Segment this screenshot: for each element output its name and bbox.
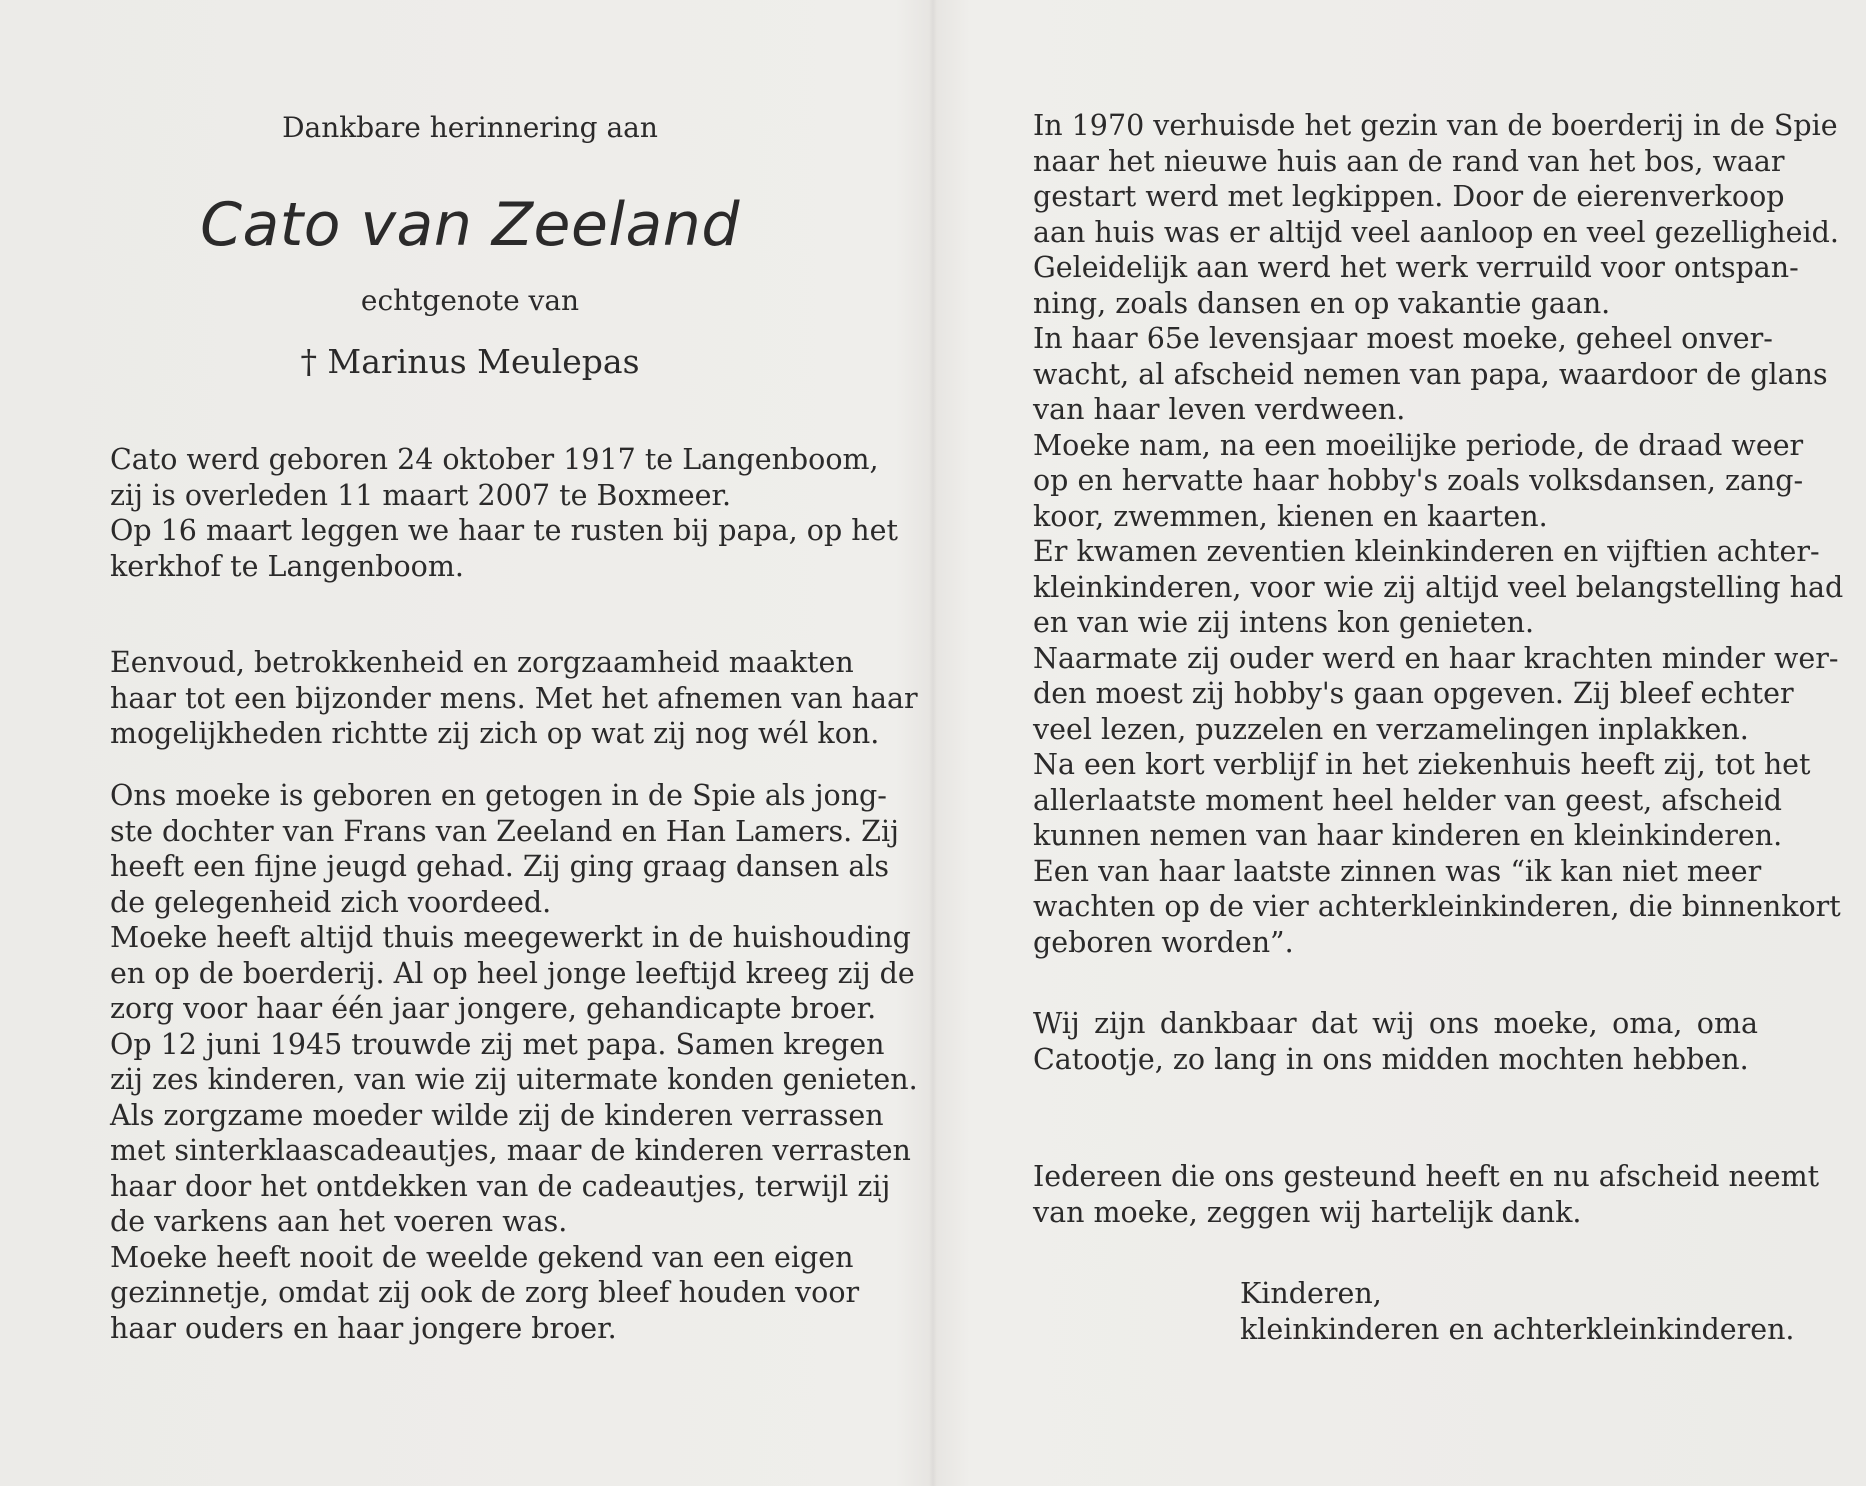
text-line: Ons moeke is geboren en getogen in de Spie als jong-	[110, 779, 887, 812]
text-line: met sinterklaascadeautjes, maar de kinderen verrasten	[110, 1134, 911, 1167]
text-line: In haar 65e levensjaar moest moeke, geheel onver-	[1033, 322, 1773, 355]
text-line: Wij zijn dankbaar dat wij ons moeke, oma, oma	[1033, 1007, 1758, 1040]
signature-line: Kinderen,	[1240, 1277, 1382, 1310]
text-line: ning, zoals dansen en op vakantie gaan.	[1033, 286, 1611, 320]
text-line: haar door het ontdekken van de cadeautjes, terwijl zij	[110, 1169, 891, 1203]
text-line: zorg voor haar één jaar jongere, gehandicapte broer.	[110, 992, 877, 1025]
paragraph-later-life	[1033, 108, 1844, 960]
signature-line: kleinkinderen en achterkleinkinderen.	[1240, 1312, 1795, 1346]
text-line: en van wie zij intens kon genieten.	[1033, 606, 1535, 639]
text-line: Moeke heeft nooit de weelde gekend van een eigen	[110, 1240, 854, 1274]
deceased-name: Cato van Zeeland	[200, 190, 740, 260]
text-line: Op 12 juni 1945 trouwde zij met papa. Samen kregen	[110, 1027, 885, 1061]
text-line: en op de boerderij. Al op heel jonge leeftijd kreeg zij de	[110, 956, 915, 990]
text-line: zij is overleden 11 maart 2007 te Boxmeer.	[110, 478, 732, 512]
text-line: ste dochter van Frans van Zeeland en Han Lamers. Zij	[110, 814, 899, 848]
paragraph-thanks	[1033, 1159, 1820, 1230]
text-line: zij zes kinderen, van wie zij uitermate konden genieten.	[110, 1063, 918, 1096]
text-line: Naarmate zij ouder werd en haar krachten minder wer-	[1033, 641, 1839, 675]
text-line: In 1970 verhuisde het gezin van de boerderij in de Spie	[1033, 109, 1838, 142]
text-line: Geleidelijk aan werd het werk verruild voor ontspan-	[1033, 251, 1799, 284]
text-line: koor, zwemmen, kienen en kaarten.	[1033, 499, 1548, 533]
text-line: wachten op de vier achterkleinkinderen, die binnenkort	[1033, 890, 1841, 923]
text-line: Er kwamen zeventien kleinkinderen en vijftien achter-	[1033, 535, 1820, 568]
text-line: Als zorgzame moeder wilde zij de kinderen verrassen	[110, 1098, 884, 1132]
text-line: de gelegenheid zich voordeed.	[110, 885, 552, 919]
intro-text: Dankbare herinnering aan	[282, 111, 658, 144]
text-line: veel lezen, puzzelen en verzamelingen inplakken.	[1033, 712, 1749, 746]
text-line: kunnen nemen van haar kinderen en kleinkinderen.	[1033, 819, 1783, 852]
text-line: mogelijkheden richtte zij zich op wat zij nog wél kon.	[110, 717, 880, 750]
text-line: gezinnetje, omdat zij ook de zorg bleef houden voor	[110, 1276, 860, 1309]
text-line: allerlaatste moment heel helder van geest, afscheid	[1033, 783, 1782, 817]
text-line: heeft een fijne jeugd gehad. Zij ging graag dansen als	[110, 850, 890, 883]
text-line: Catootje, zo lang in ons midden mochten hebben.	[1033, 1042, 1749, 1076]
text-line: kerkhof te Langenboom.	[110, 549, 464, 583]
card-fold	[929, 0, 937, 1486]
text-line: Na een kort verblijf in het ziekenhuis heeft zij, tot het	[1033, 748, 1811, 781]
text-line: geboren worden”.	[1033, 925, 1294, 959]
right-page	[1033, 0, 1844, 1486]
text-line: van moeke, zeggen wij hartelijk dank.	[1033, 1195, 1582, 1229]
paragraph-life-story	[110, 778, 918, 1346]
signature-block	[1240, 1276, 1795, 1347]
text-line: Moeke heeft altijd thuis meegewerkt in de huishouding	[110, 921, 911, 954]
text-line: Iedereen die ons gesteund heeft en nu afscheid neemt	[1033, 1160, 1820, 1193]
text-line: Een van haar laatste zinnen was “ik kan niet meer	[1033, 854, 1762, 888]
text-line: naar het nieuwe huis aan de rand van het bos, waar	[1033, 144, 1785, 178]
text-line: haar ouders en haar jongere broer.	[110, 1311, 617, 1345]
text-line: Cato werd geboren 24 oktober 1917 te Langenboom,	[110, 443, 879, 476]
text-line: aan huis was er altijd veel aanloop en veel gezelligheid.	[1033, 215, 1839, 249]
text-line: Op 16 maart leggen we haar te rusten bij papa, op het	[110, 514, 898, 547]
text-line: Moeke nam, na een moeilijke periode, de draad weer	[1033, 428, 1804, 462]
text-line: van haar leven verdween.	[1033, 393, 1406, 426]
text-line: de varkens aan het voeren was.	[110, 1205, 568, 1238]
text-line: Eenvoud, betrokkenheid en zorgzaamheid maakten	[110, 646, 854, 679]
text-line: gestart werd met legkippen. Door de eierenverkoop	[1033, 180, 1785, 213]
text-line: haar tot een bijzonder mens. Met het afnemen van haar	[110, 681, 918, 715]
relation-text: echtgenote van	[360, 284, 580, 317]
paragraph-birth-death	[110, 442, 898, 584]
text-line: wacht, al afscheid nemen van papa, waardoor de glans	[1033, 357, 1828, 391]
left-page	[110, 0, 918, 1486]
text-line: kleinkinderen, voor wie zij altijd veel belangstelling had	[1033, 570, 1844, 604]
text-line: den moest zij hobby's gaan opgeven. Zij bleef echter	[1033, 677, 1794, 710]
paragraph-character	[110, 645, 918, 752]
paragraph-gratitude	[1033, 1006, 1758, 1077]
spouse-name: † Marinus Meulepas	[300, 342, 640, 381]
text-line: op en hervatte haar hobby's zoals volksdansen, zang-	[1033, 464, 1804, 497]
